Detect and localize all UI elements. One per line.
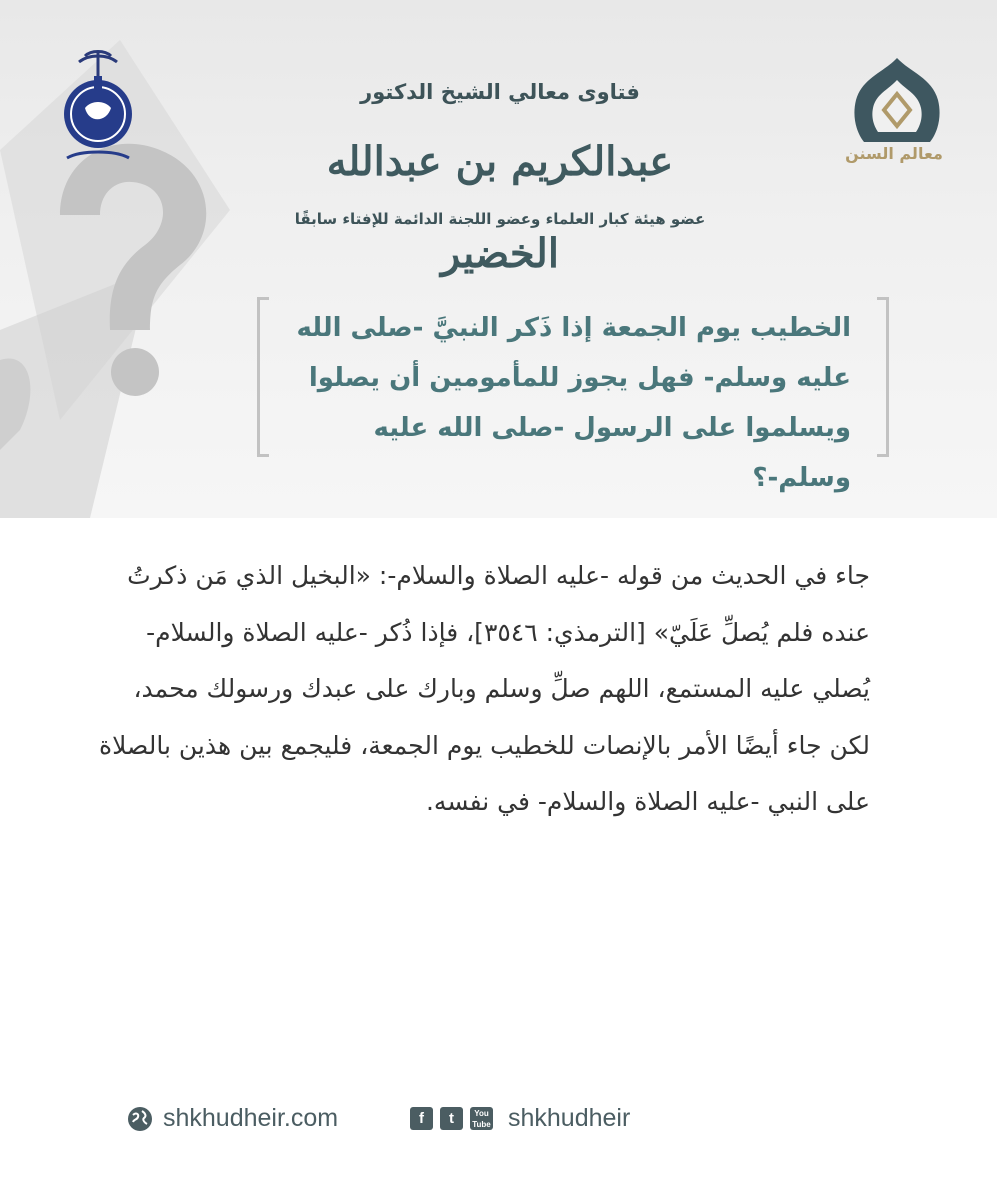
answer-text: جاء في الحديث من قوله -عليه الصلاة والسلام-: «البخيل الذي مَن ذكرتُ عنده فلم يُصلِّ عَلَيّ» [الترمذي: ٣٥٤٦]، فإذا ذُكر -عليه الصلاة والسلام- يُصلي عليه المستمع، اللهم صلِّ وسلم وبارك على عبدك ورسولك محمد، لكن جاء أيضًا الأمر بالإنصات للخطيب يوم الجمعة، فليجمع بين هذين بالصلاة على النبي -عليه الصلاة والسلام- في نفسه.	[99, 561, 870, 816]
twitter-icon[interactable]: t	[440, 1107, 463, 1130]
header-banner	[0, 0, 997, 518]
fatawa-title: فتاوى معالي الشيخ الدكتور	[360, 80, 640, 104]
website-text: shkhudheir.com	[163, 1104, 339, 1132]
website-link[interactable]	[127, 1104, 338, 1133]
globe-icon	[127, 1106, 153, 1132]
logo-right-label: معالم السنن	[845, 144, 943, 163]
question-text: الخطيب يوم الجمعة إذا ذَكر النبيَّ -صلى الله عليه وسلم- فهل يجوز للمأمومين أن يصلوا ويسلموا على الرسول -صلى الله عليه وسلم-؟	[296, 313, 851, 493]
question-bracket-right	[877, 297, 889, 457]
question-box	[257, 297, 889, 493]
social-handle[interactable]: shkhudheir	[508, 1104, 631, 1132]
footer	[0, 1098, 997, 1142]
youtube-icon[interactable]: You Tube	[470, 1107, 493, 1130]
social-links	[410, 1104, 630, 1133]
scholar-name: عبدالكريم بن عبدالله الخضير	[326, 138, 674, 277]
facebook-icon[interactable]: f	[410, 1107, 433, 1130]
member-line: عضو هيئة كبار العلماء وعضو اللجنة الدائمة للإفتاء سابقًا	[294, 210, 706, 228]
rajhi-foundation-logo-icon	[55, 48, 141, 168]
